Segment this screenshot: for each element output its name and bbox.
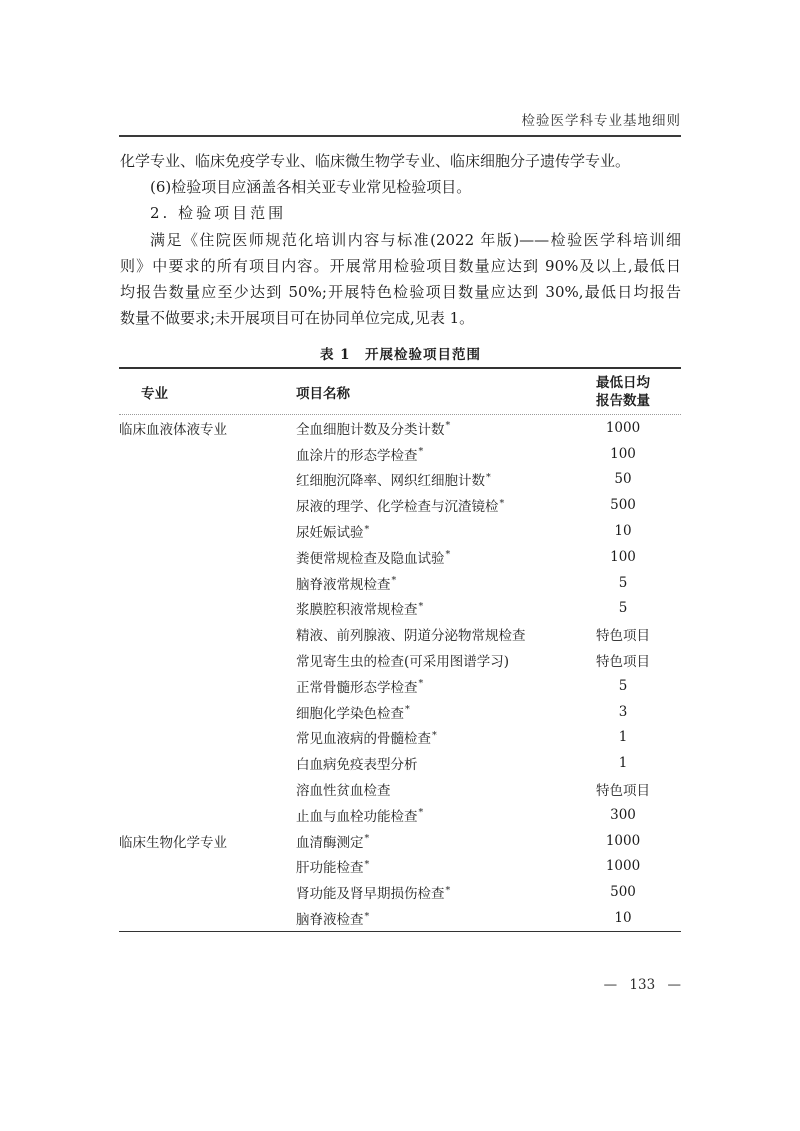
asterisk-marker: * bbox=[364, 833, 370, 845]
asterisk-marker: * bbox=[418, 678, 424, 690]
item-name-cell bbox=[295, 702, 565, 722]
item-name-cell bbox=[295, 753, 565, 773]
item-name-cell bbox=[295, 598, 565, 618]
report-count-cell: 300 bbox=[610, 806, 636, 823]
report-count-cell: 特色项目 bbox=[596, 783, 650, 800]
item-name-cell bbox=[295, 444, 565, 464]
report-count-cell: 500 bbox=[610, 884, 636, 901]
item-name-cell bbox=[295, 573, 565, 593]
item-name: 全血细胞计数及分类计数 bbox=[296, 421, 445, 438]
table-row bbox=[119, 415, 681, 441]
asterisk-marker: * bbox=[418, 807, 424, 819]
report-count-cell: 10 bbox=[614, 523, 632, 540]
item-name: 血清酶测定 bbox=[296, 834, 364, 851]
report-count-cell: 500 bbox=[610, 497, 636, 514]
table-row bbox=[119, 570, 681, 596]
header-specialty: 专业 bbox=[141, 385, 168, 402]
item-name-cell bbox=[295, 908, 565, 928]
report-count-cell: 1000 bbox=[605, 832, 641, 849]
asterisk-marker: * bbox=[405, 704, 410, 716]
item-name-cell bbox=[295, 779, 565, 799]
item-name-cell bbox=[295, 521, 565, 541]
report-count-cell: 1 bbox=[618, 729, 628, 746]
paragraph-line: 满足《住院医师规范化培训内容与标准(2022 年版)——检验医学科培训细 bbox=[150, 230, 681, 249]
item-name-cell bbox=[295, 676, 565, 696]
item-name: 白血病免疫表型分析 bbox=[296, 757, 418, 774]
paragraph-line: 则》中要求的所有项目内容。开展常用检验项目数量应达到 90%及以上,最低日 bbox=[120, 256, 681, 275]
report-count-cell: 特色项目 bbox=[596, 654, 650, 671]
asterisk-marker: * bbox=[391, 575, 397, 587]
item-name-cell bbox=[295, 856, 565, 876]
running-header: 检验医学科专业基地细则 bbox=[521, 113, 681, 129]
item-name: 粪便常规检查及隐血试验 bbox=[296, 550, 445, 567]
item-name: 常见寄生虫的检查(可采用图谱学习) bbox=[296, 654, 510, 671]
table-row bbox=[119, 544, 681, 570]
report-count-cell: 10 bbox=[614, 910, 632, 927]
item-name-cell bbox=[295, 727, 565, 747]
item-name: 尿液的理学、化学检查与沉渣镜检 bbox=[296, 499, 499, 516]
report-count-cell: 特色项目 bbox=[596, 628, 650, 645]
header-rule bbox=[119, 135, 681, 137]
table-row bbox=[119, 828, 681, 854]
table-row bbox=[119, 647, 681, 673]
header-report-count-line2: 报告数量 bbox=[596, 392, 650, 409]
item-name-cell bbox=[295, 624, 565, 644]
report-count-cell: 5 bbox=[618, 677, 628, 694]
report-count-cell: 100 bbox=[610, 445, 636, 462]
paragraph-line: 均报告数量应至少达到 50%;开展特色检验项目数量应达到 30%,最低日均报告 bbox=[120, 283, 681, 302]
item-name-cell bbox=[295, 650, 565, 670]
item-name: 红细胞沉降率、网织红细胞计数 bbox=[296, 473, 485, 490]
table-row bbox=[119, 492, 681, 518]
item-name-cell bbox=[295, 418, 565, 438]
report-count-cell: 50 bbox=[614, 471, 632, 488]
item-name: 肾功能及肾早期损伤检查 bbox=[296, 886, 445, 903]
asterisk-marker: * bbox=[418, 446, 424, 458]
table-row bbox=[119, 699, 681, 725]
table-caption: 表 1 开展检验项目范围 bbox=[319, 347, 482, 363]
paragraph-continuation: 化学专业、临床免疫学专业、临床微生物学专业、临床细胞分子遗传学专业。 bbox=[120, 152, 631, 170]
table-row bbox=[119, 776, 681, 802]
item-name-cell bbox=[295, 805, 565, 825]
asterisk-marker: * bbox=[364, 523, 370, 535]
table-row bbox=[119, 750, 681, 776]
paragraph-line: 数量不做要求;未开展项目可在协同单位完成,见表 1。 bbox=[120, 309, 475, 328]
table-row bbox=[119, 725, 681, 751]
asterisk-marker: * bbox=[418, 600, 424, 612]
item-name: 肝功能检查 bbox=[296, 860, 364, 877]
body-text-block bbox=[120, 148, 681, 331]
report-count-cell: 5 bbox=[618, 574, 628, 591]
table-row bbox=[119, 467, 681, 493]
asterisk-marker: * bbox=[486, 471, 491, 483]
item-name-cell bbox=[295, 547, 565, 567]
table-row bbox=[119, 596, 681, 622]
item-name: 溶血性贫血检查 bbox=[296, 783, 391, 800]
asterisk-marker: * bbox=[364, 910, 370, 922]
table-row bbox=[119, 621, 681, 647]
report-count-cell: 1000 bbox=[605, 858, 641, 875]
table-body bbox=[119, 415, 681, 932]
header-report-count-line1: 最低日均 bbox=[596, 374, 650, 391]
item-name: 血涂片的形态学检查 bbox=[296, 447, 418, 464]
asterisk-marker: * bbox=[432, 729, 437, 741]
report-count-cell: 1 bbox=[618, 755, 628, 772]
table-row bbox=[119, 802, 681, 828]
paragraph-requirements bbox=[120, 227, 681, 332]
specialty-cell: 临床生物化学专业 bbox=[119, 834, 227, 851]
item-name-cell bbox=[295, 469, 565, 489]
report-count-cell: 100 bbox=[610, 548, 636, 565]
asterisk-marker: * bbox=[445, 420, 451, 432]
asterisk-marker: * bbox=[445, 549, 451, 561]
header-item-name: 项目名称 bbox=[296, 385, 350, 402]
table-row bbox=[119, 673, 681, 699]
specialty-cell: 临床血液体液专业 bbox=[119, 421, 227, 438]
asterisk-marker: * bbox=[445, 884, 451, 896]
item-name-cell bbox=[295, 495, 565, 515]
item-name: 止血与血栓功能检查 bbox=[296, 808, 418, 825]
table-header-row bbox=[119, 369, 681, 415]
asterisk-marker: * bbox=[499, 497, 505, 509]
list-item-6: (6)检验项目应涵盖各相关亚专业常见检验项目。 bbox=[150, 178, 472, 197]
item-name: 正常骨髓形态学检查 bbox=[296, 679, 418, 696]
item-name: 脑脊液检查 bbox=[296, 912, 364, 929]
page-number: — 133 — bbox=[603, 977, 681, 993]
report-count-cell: 1000 bbox=[605, 419, 641, 436]
table-row bbox=[119, 441, 681, 467]
item-name: 细胞化学染色检查 bbox=[296, 705, 404, 722]
report-count-cell: 3 bbox=[618, 703, 628, 720]
test-items-table bbox=[119, 367, 681, 932]
table-row bbox=[119, 518, 681, 544]
table-row bbox=[119, 854, 681, 880]
item-name-cell bbox=[295, 831, 565, 851]
table-row bbox=[119, 879, 681, 905]
item-name: 脑脊液常规检查 bbox=[296, 576, 391, 593]
asterisk-marker: * bbox=[364, 858, 370, 870]
header-report-count bbox=[565, 374, 681, 410]
item-name: 尿妊娠试验 bbox=[296, 525, 364, 542]
section-heading-2: 2. 检验项目范围 bbox=[150, 204, 287, 223]
item-name: 精液、前列腺液、阴道分泌物常规检查 bbox=[296, 628, 526, 645]
item-name: 浆膜腔积液常规检查 bbox=[296, 602, 418, 619]
item-name-cell bbox=[295, 882, 565, 902]
table-row bbox=[119, 905, 681, 931]
report-count-cell: 5 bbox=[618, 600, 628, 617]
item-name: 常见血液病的骨髓检查 bbox=[296, 731, 431, 748]
